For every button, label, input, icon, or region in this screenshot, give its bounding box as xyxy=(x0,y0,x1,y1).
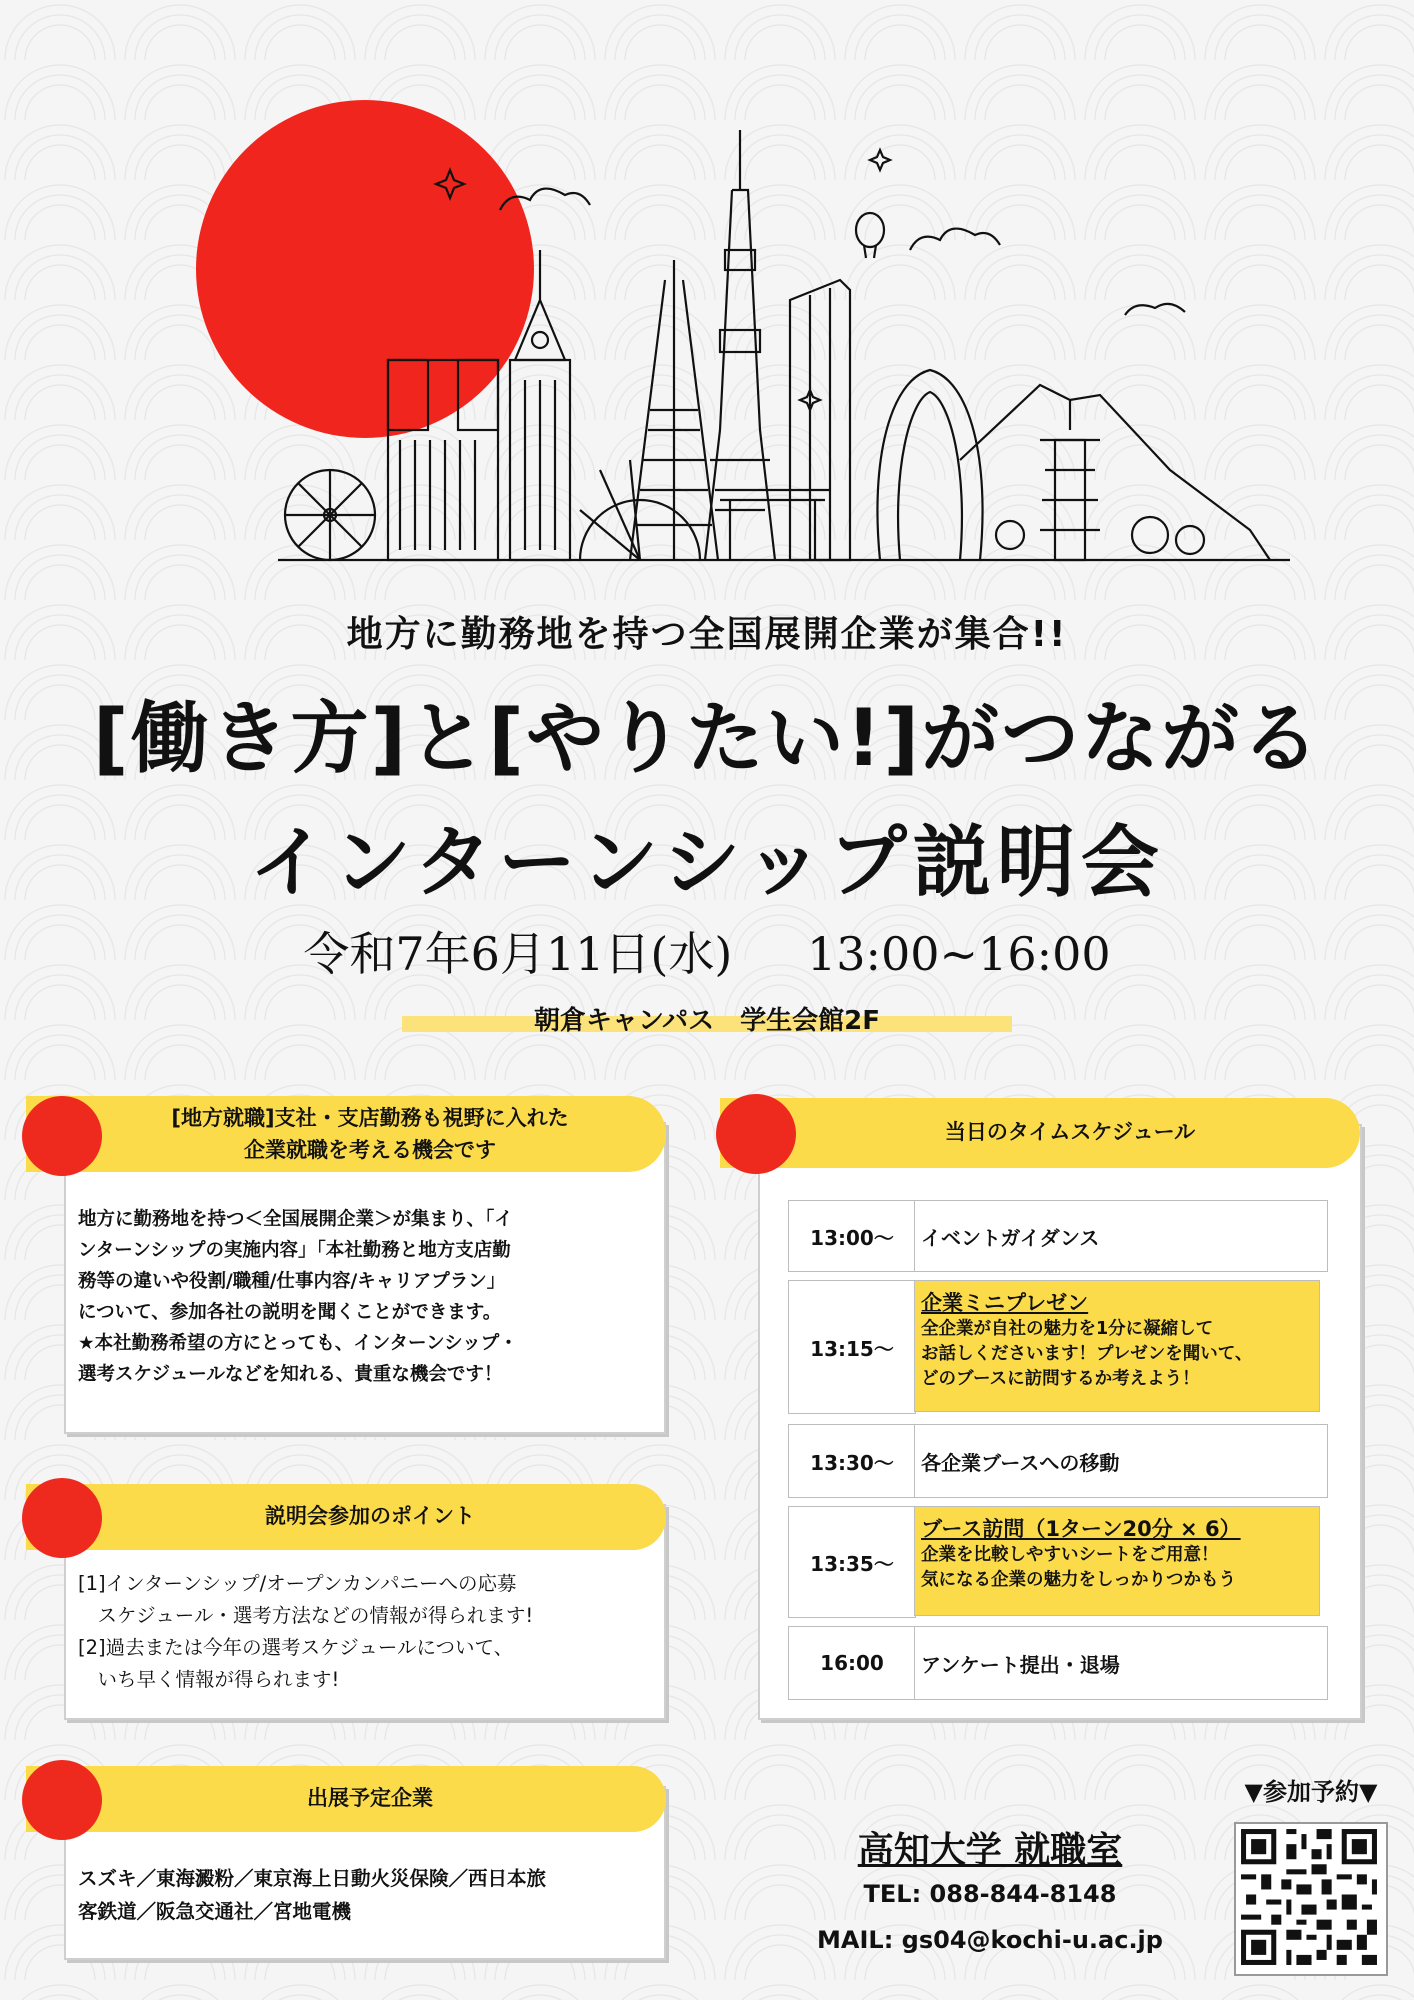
section2-body-line: スケジュール・選考方法などの情報が得られます! xyxy=(78,1604,534,1627)
section3-body-line: スズキ／東海澱粉／東京海上日動火災保険／西日本旅 xyxy=(78,1867,547,1890)
contact-mail[interactable]: MAIL: gs04@kochi-u.ac.jp xyxy=(817,1926,1163,1954)
schedule-activity-title: 企業ミニプレゼン xyxy=(921,1291,1089,1315)
schedule-activity-detail: お話しくださいます！プレゼンを聞いて、 xyxy=(921,1344,1253,1364)
section2-body-line: [2]過去または今年の選考スケジュールについて、 xyxy=(78,1636,514,1659)
schedule-activity-detail: 企業を比較しやすいシートをご用意！ xyxy=(921,1545,1219,1565)
event-time: 13:00~16:00 xyxy=(806,927,1111,981)
contact-org: 高知大学 就職室 xyxy=(857,1830,1123,1871)
section3-heading: 出展予定企業 xyxy=(307,1786,433,1810)
event-title-line2: インターンシップ説明会 xyxy=(249,818,1165,908)
schedule-activity xyxy=(914,1626,1328,1700)
section1-heading-line1: [地方就職]支社・支店勤務も視野に入れた xyxy=(171,1106,569,1130)
section3-red-dot xyxy=(22,1760,102,1840)
japan-skyline-illustration xyxy=(270,130,1300,570)
schedule-time: 13:35〜 xyxy=(788,1506,916,1618)
section1-body-line: について、参加各社の説明を聞くことができます。 xyxy=(78,1302,502,1323)
section1-body-line: 選考スケジュールなどを知れる、貴重な機会です！ xyxy=(78,1364,503,1385)
schedule-activity-detail: 全企業が自社の魅力を1分に凝縮して xyxy=(921,1319,1214,1339)
registration-qr-code[interactable] xyxy=(1234,1822,1388,1976)
schedule-activity-title: ブース訪問（1ターン20分 × 6） xyxy=(921,1517,1241,1541)
event-datetime xyxy=(0,918,1414,984)
section2-heading: 説明会参加のポイント xyxy=(265,1504,475,1528)
schedule-activity-detail: 気になる企業の魅力をしっかりつかもう xyxy=(921,1570,1236,1590)
schedule-activity-highlight xyxy=(914,1506,1320,1616)
section3-body-line: 客鉄道／阪急交通社／宮地電機 xyxy=(78,1900,352,1923)
contact-tel[interactable]: TEL: 088-844-8148 xyxy=(863,1880,1117,1908)
qr-code-icon xyxy=(1236,1824,1382,1970)
event-title-line1: [働き方]と[やりたい!]がつながる xyxy=(92,694,1322,784)
section3-body xyxy=(78,1862,658,1928)
section2-body xyxy=(78,1568,658,1696)
schedule-red-dot xyxy=(716,1094,796,1174)
section1-body-line: ンターンシップの実施内容」「本社勤務と地方支店勤 xyxy=(78,1240,511,1261)
section2-body-line: いち早く情報が得られます! xyxy=(78,1668,340,1691)
schedule-time: 13:30〜 xyxy=(788,1424,916,1498)
schedule-time: 13:15〜 xyxy=(788,1280,916,1414)
section1-body-line: ★本社勤務希望の方にとっても、インターンシップ・ xyxy=(78,1333,518,1354)
section1-red-dot xyxy=(22,1096,102,1176)
section1-body-line: 地方に勤務地を持つ＜全国展開企業＞が集まり、「イ xyxy=(78,1209,513,1230)
schedule-activity-highlight xyxy=(914,1280,1320,1412)
kicker-heading: 地方に勤務地を持つ全国展開企業が集合!! xyxy=(346,614,1068,655)
schedule-time: 16:00 xyxy=(788,1626,916,1700)
schedule-activity-detail: どのブースに訪問するか考えよう！ xyxy=(921,1369,1200,1389)
schedule-activity-title: アンケート提出・退場 xyxy=(921,1652,1120,1677)
event-date: 令和7年6月11日(水) xyxy=(303,927,733,981)
section2-red-dot xyxy=(22,1478,102,1558)
event-venue: 朝倉キャンパス 学生会館2F xyxy=(533,1006,881,1036)
schedule-activity xyxy=(914,1424,1328,1498)
schedule-heading: 当日のタイムスケジュール xyxy=(944,1120,1196,1144)
section1-heading xyxy=(90,1102,650,1166)
schedule-activity-title: イベントガイダンス xyxy=(921,1225,1100,1250)
section1-body xyxy=(78,1204,658,1390)
section1-body-line: 務等の違いや役割/職種/仕事内容/キャリアプラン」 xyxy=(78,1271,506,1292)
reserve-label: ▼参加予約▼ xyxy=(1244,1778,1378,1806)
schedule-time: 13:00〜 xyxy=(788,1200,916,1272)
schedule-table xyxy=(788,1200,1328,1700)
section2-body-line: [1]インターンシップ/オープンカンパニーへの応募 xyxy=(78,1572,517,1595)
section1-heading-line2: 企業就職を考える機会です xyxy=(244,1138,496,1162)
schedule-activity-title: 各企業ブースへの移動 xyxy=(921,1450,1120,1475)
schedule-activity xyxy=(914,1200,1328,1272)
